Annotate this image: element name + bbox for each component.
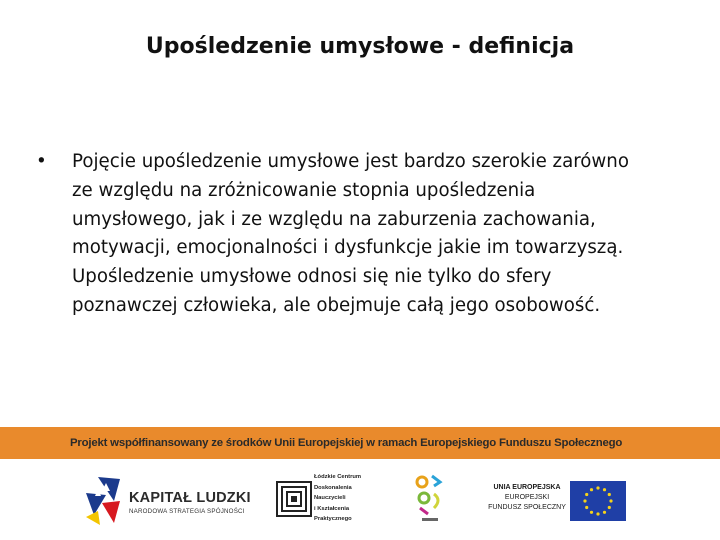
- bullet-line: ze względu na zróżnicowanie stopnia upośledzenia: [72, 179, 536, 201]
- bullet-line: Pojęcie upośledzenie umysłowe jest bardzo szerokie zarówno: [72, 151, 629, 172]
- bullet-line: umysłowego, jak i ze względu na zaburzenia zachowania,: [72, 208, 596, 230]
- bullet-line: Upośledzenie umysłowe odnosi się nie tylko do sfery: [72, 266, 552, 288]
- kapital-ludzki-logo: [80, 471, 280, 527]
- kapital-ludzki-name: KAPITAŁ LUDZKI: [129, 490, 251, 506]
- colorful-figure-icon: [412, 470, 448, 526]
- kapital-ludzki-emblem-icon: [80, 471, 126, 527]
- slide-body: [36, 148, 686, 321]
- nested-squares-icon: [276, 481, 312, 517]
- cofinancing-band: [0, 427, 720, 459]
- eu-fund-text: FUNDUSZ SPOŁECZNY: [488, 504, 566, 511]
- eu-logo: [486, 480, 628, 522]
- bullet-line: motywacji, emocjonalności i dysfunkcje jakie im towarzyszą.: [72, 237, 624, 259]
- lodz-center-line: Doskonalenia Nauczycieli: [314, 484, 352, 501]
- bullet-line: poznawczej człowieka, ale obejmuje całą jego osobowość.: [72, 294, 601, 316]
- cofinancing-text: Projekt współfinansowany ze środków Unii Europejskiej w ramach Europejskiego Funduszu Społecznego: [70, 437, 623, 449]
- eu-fund-text: EUROPEJSKI: [504, 494, 550, 501]
- eu-union-text: UNIA EUROPEJSKA: [493, 484, 561, 491]
- colorful-figure-logo: [412, 470, 448, 526]
- slide-title: Upośledzenie umysłowe - definicja: [145, 34, 575, 59]
- kapital-ludzki-subtitle: NARODOWA STRATEGIA SPÓJNOŚCI: [129, 508, 245, 515]
- bullet-item: [36, 148, 686, 321]
- lodz-center-line: Łódzkie Centrum: [314, 474, 362, 480]
- lodz-center-line: i Kształcenia Praktycznego: [314, 505, 352, 522]
- eu-flag-icon: [570, 481, 626, 521]
- bullet-dot-icon: •: [36, 151, 47, 172]
- lodz-center-logo: [276, 469, 382, 529]
